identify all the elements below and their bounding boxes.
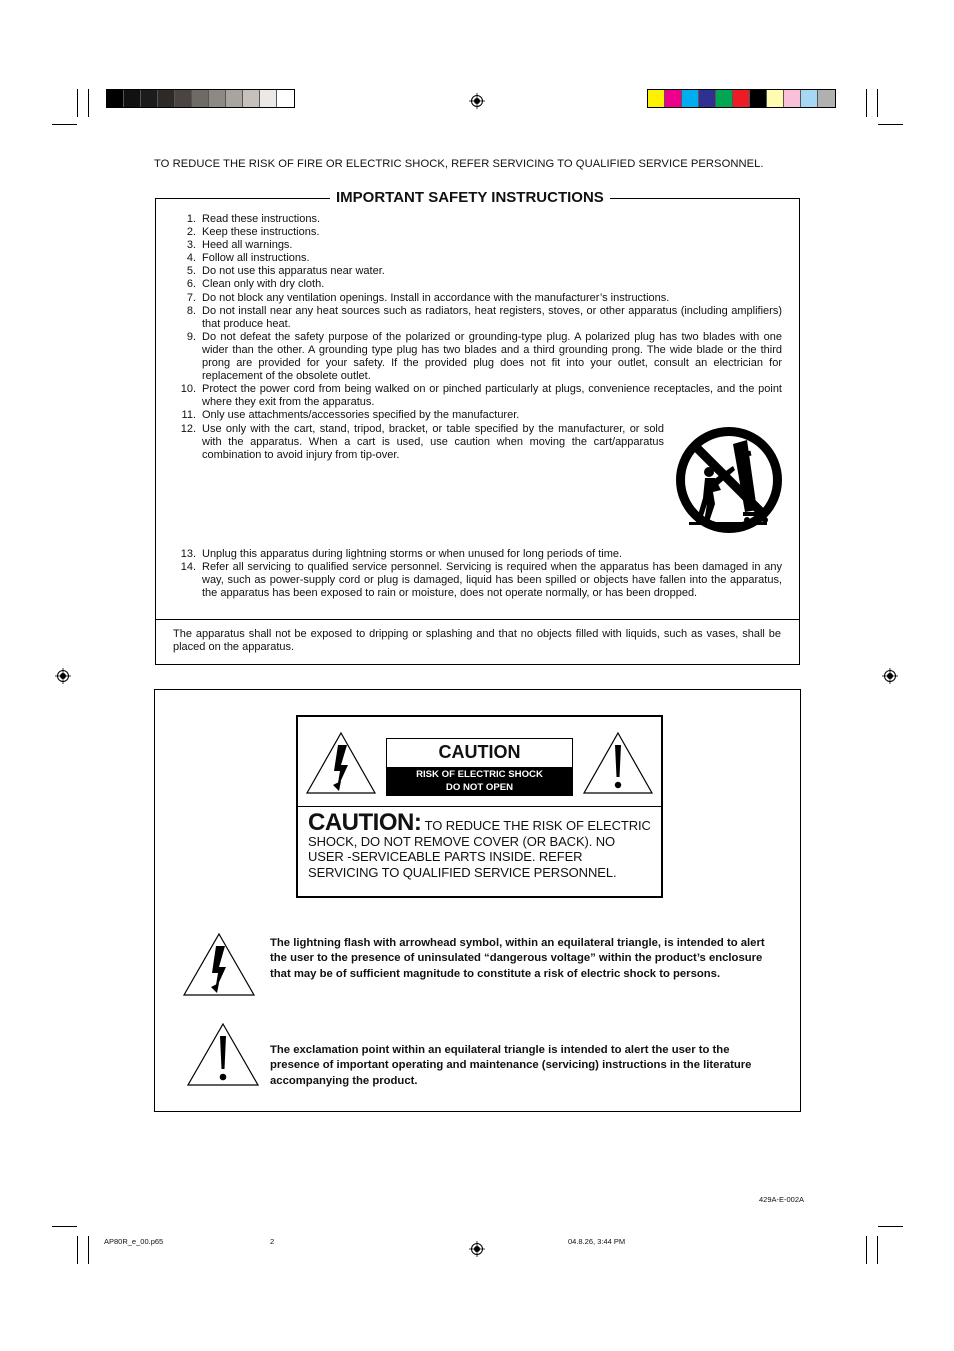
caution-panel — [296, 715, 663, 898]
instruction-item — [164, 226, 782, 239]
crop-mark — [77, 1236, 78, 1264]
instruction-text: Refer all servicing to qualified service personnel. Servicing is required when the apparatus has been damaged in any way, such as power-supply cord or plug is damaged, liquid has been spilled or objects have fallen into the apparatus, the apparatus has been exposed to rain or moisture, does not operate normally, or has been dropped. — [202, 560, 782, 600]
color-swatch — [682, 90, 699, 107]
instruction-text: Only use attachments/accessories specified by the manufacturer. — [202, 409, 520, 422]
instruction-item — [164, 331, 782, 383]
exclamation-triangle-icon — [186, 1022, 260, 1088]
instruction-item — [164, 383, 782, 409]
cart-tipover-warning-icon — [675, 426, 783, 534]
instruction-number: 13. — [180, 547, 196, 560]
divider — [156, 619, 799, 620]
color-swatch — [260, 90, 277, 107]
top-warning: TO REDUCE THE RISK OF FIRE OR ELECTRIC SHOCK, REFER SERVICING TO QUALIFIED SERVICE PERSONNEL. — [154, 158, 764, 170]
registration-mark-icon — [469, 93, 485, 109]
color-swatch — [801, 90, 818, 107]
footer-file: AP80R_e_00.p65 — [104, 1237, 164, 1246]
instruction-text: Protect the power cord from being walked on or pinched particularly at plugs, convenience receptacles, and the point where they exit from the apparatus. — [202, 383, 782, 409]
color-swatch — [141, 90, 158, 107]
instruction-item — [164, 305, 782, 331]
crop-mark — [878, 1226, 903, 1227]
instruction-text: Do not defeat the safety purpose of the polarized or grounding-type plug. A polarized plug has two blades with one wider than the other. A grounding type plug has two blades and a third grounding prong. The wide blade or the third prong are provided for your safety. If the provided plug does not fit into your outlet, consult an electrician for replacement of the obsolete outlet. — [202, 330, 782, 383]
instruction-item — [164, 278, 782, 291]
lightning-explanation: The lightning flash with arrowhead symbol, within an equilateral triangle, is intended to alert the user to the presence of uninsulated “dangerous voltage” within the product’s enclosure that may be of sufficient magnitude to constitute a risk of electric shock to persons. — [270, 937, 765, 980]
color-swatch — [648, 90, 665, 107]
instruction-item — [164, 252, 782, 265]
instruction-list — [164, 213, 782, 600]
color-swatch — [818, 90, 835, 107]
instruction-text: Do not install near any heat sources such as radiators, heat registers, stoves, or other apparatus (including amplifiers) that produce heat. — [202, 304, 782, 330]
instruction-item — [164, 265, 782, 278]
instruction-item — [164, 239, 782, 252]
grayscale-bar — [106, 89, 295, 108]
instruction-number: 14. — [180, 560, 196, 573]
color-swatch — [107, 90, 124, 107]
crop-mark — [77, 89, 78, 117]
caution-section — [154, 689, 801, 1112]
color-bar — [647, 89, 836, 108]
safety-title: IMPORTANT SAFETY INSTRUCTIONS — [330, 189, 610, 206]
color-swatch — [665, 90, 682, 107]
color-swatch — [750, 90, 767, 107]
caution-label-subtitle — [387, 767, 572, 795]
instruction-item — [164, 409, 782, 422]
color-swatch — [124, 90, 141, 107]
color-swatch — [784, 90, 801, 107]
crop-mark — [877, 1236, 878, 1264]
instruction-number: 4. — [186, 252, 196, 265]
color-swatch — [226, 90, 243, 107]
instruction-number: 7. — [186, 291, 196, 304]
instruction-text: Clean only with dry cloth. — [202, 278, 325, 291]
crop-mark — [866, 1236, 867, 1264]
instruction-number: 3. — [186, 239, 196, 252]
color-swatch — [192, 90, 209, 107]
liquid-warning-note: The apparatus shall not be exposed to dripping or splashing and that no objects filled with liquids, such as vases, shall be placed on the apparatus. — [173, 628, 781, 654]
caution-heading: CAUTION: — [308, 809, 422, 836]
instruction-item — [164, 548, 782, 561]
instruction-text: Do not use this apparatus near water. — [202, 265, 385, 278]
instruction-number: 10. — [180, 383, 196, 396]
caution-label-title: CAUTION — [438, 742, 521, 762]
caution-body: TO REDUCE THE RISK OF ELECTRIC SHOCK, DO NOT REMOVE COVER (OR BACK). NO USER -SERVICEABLE PARTS INSIDE. REFER SERVICING TO QUALIFIED SERVICE PERSONNEL. — [308, 818, 651, 880]
crop-mark — [878, 124, 903, 125]
instruction-number: 1. — [186, 213, 196, 225]
crop-mark — [52, 1226, 77, 1227]
instruction-text: Use only with the cart, stand, tripod, bracket, or table specified by the manufacturer, or sold with the apparatus. When a cart is used, use caution when moving the cart/apparatus combination to avoid injury from tip-over. — [202, 422, 664, 461]
instruction-item — [164, 561, 782, 600]
color-swatch — [243, 90, 260, 107]
instruction-number: 8. — [186, 304, 196, 317]
footer-page: 2 — [270, 1237, 275, 1246]
exclamation-triangle-icon — [582, 731, 654, 795]
instruction-text: Read these instructions. — [202, 213, 321, 225]
color-swatch — [699, 90, 716, 107]
instruction-number: 9. — [186, 330, 196, 343]
caution-statement — [308, 809, 651, 880]
instruction-number: 5. — [186, 265, 196, 278]
do-not-open-text: DO NOT OPEN — [445, 781, 514, 793]
footer-date: 04.8.26, 3:44 PM — [568, 1237, 626, 1246]
color-swatch — [175, 90, 192, 107]
instruction-number: 6. — [186, 278, 196, 291]
crop-mark — [52, 124, 77, 125]
color-swatch — [277, 90, 294, 107]
instruction-item — [164, 423, 664, 462]
registration-mark-icon — [469, 1241, 485, 1257]
divider — [298, 806, 661, 807]
instruction-item — [164, 292, 782, 305]
instruction-text: Keep these instructions. — [202, 226, 320, 239]
color-swatch — [158, 90, 175, 107]
crop-mark — [877, 89, 878, 117]
instruction-item — [164, 213, 782, 226]
instruction-text: Follow all instructions. — [202, 252, 310, 265]
crop-mark — [88, 89, 89, 117]
instruction-text: Do not block any ventilation openings. Install in accordance with the manufacturer’s instructions. — [202, 291, 670, 304]
registration-mark-icon — [55, 668, 71, 684]
exclamation-explanation: The exclamation point within an equilateral triangle is intended to alert the user to the presence of important operating and maintenance (servicing) instructions in the literature accompanying the product. — [270, 1044, 752, 1087]
caution-label — [386, 738, 573, 796]
instruction-number: 12. — [180, 422, 196, 435]
document-code: 429A-E-002A — [759, 1195, 805, 1204]
color-swatch — [733, 90, 750, 107]
registration-mark-icon — [882, 668, 898, 684]
lightning-triangle-icon — [305, 731, 377, 795]
crop-mark — [88, 1236, 89, 1264]
color-swatch — [716, 90, 733, 107]
color-swatch — [209, 90, 226, 107]
color-swatch — [767, 90, 784, 107]
safety-instructions-box — [155, 189, 800, 665]
instruction-number: 2. — [186, 226, 196, 239]
lightning-triangle-icon — [182, 932, 256, 998]
risk-text: RISK OF ELECTRIC SHOCK — [416, 769, 543, 780]
crop-mark — [866, 89, 867, 117]
instruction-text: Heed all warnings. — [202, 239, 293, 252]
instruction-text: Unplug this apparatus during lightning storms or when unused for long periods of time. — [202, 547, 623, 560]
instruction-number: 11. — [181, 409, 196, 422]
